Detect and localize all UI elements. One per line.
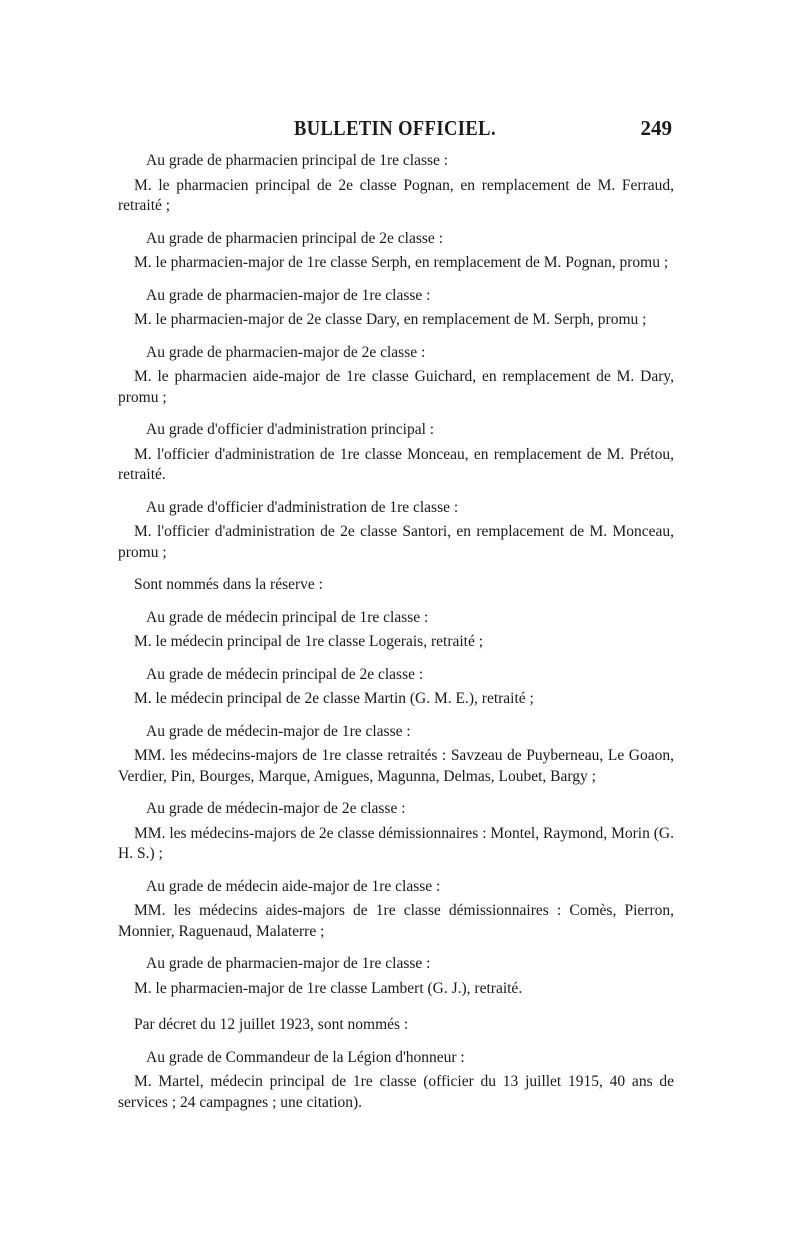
grade-heading: Au grade de pharmacien-major de 2e classe :: [146, 343, 426, 361]
decree-line: Par décret du 12 juillet 1923, sont nommés :: [134, 1016, 409, 1033]
page-header: [118, 116, 672, 146]
grade-heading: Au grade de médecin-major de 2e classe :: [146, 800, 406, 817]
appointment-entry: MM. les médecins-majors de 2e classe démissionnaires : Montel, Raymond, Morin (G. H. S.) ;: [118, 824, 674, 862]
appointment-entry: M. le médecin principal de 2e classe Martin (G. M. E.), retraité ;: [134, 690, 534, 707]
appointment-entry: M. l'officier d'administration de 2e classe Santori, en remplacement de M. Monceau, promu ;: [118, 523, 674, 561]
grade-heading: Au grade de pharmacien principal de 1re classe :: [146, 152, 449, 169]
appointment-entry: M. le pharmacien-major de 2e classe Dary, en remplacement de M. Serph, promu ;: [134, 311, 647, 328]
appointment-entry: M. le médecin principal de 1re classe Logerais, retraité ;: [134, 633, 484, 650]
appointment-entry: M. le pharmacien principal de 2e classe Pognan, en remplacement de M. Ferraud, retraité ;: [118, 176, 674, 214]
grade-heading: Au grade d'officier d'administration de 1re classe :: [146, 498, 459, 516]
grade-heading: Au grade de pharmacien-major de 1re classe :: [146, 286, 431, 304]
appointment-entry: M. l'officier d'administration de 1re classe Monceau, en remplacement de M. Prétou, retraité.: [118, 445, 674, 483]
grade-heading: Au grade de médecin aide-major de 1re classe :: [146, 877, 441, 895]
page-number: 249: [640, 116, 672, 140]
document-body: [118, 151, 674, 1113]
appointment-entry: M. le pharmacien-major de 1re classe Lambert (G. J.), retraité.: [134, 979, 523, 997]
appointment-entry: M. le pharmacien aide-major de 1re classe Guichard, en remplacement de M. Dary, promu ;: [118, 368, 674, 406]
grade-heading: Au grade de médecin principal de 2e classe :: [146, 665, 424, 683]
grade-heading: Au grade d'officier d'administration principal :: [146, 421, 435, 438]
appointment-entry: MM. les médecins-majors de 1re classe retraités : Savzeau de Puyberneau, Le Goaon, Verdier, Pin, Bourges, Marque, Amigues, Magunna, Delmas, Loubet, Bargy ;: [118, 747, 674, 785]
section-heading: Sont nommés dans la réserve :: [134, 576, 323, 593]
grade-heading: Au grade de pharmacien-major de 1re classe :: [146, 955, 431, 972]
grade-heading: Au grade de pharmacien principal de 2e classe :: [146, 229, 443, 247]
appointment-entry: MM. les médecins aides-majors de 1re classe démissionnaires : Comès, Pierron, Monnier, Raguenaud, Malaterre ;: [118, 902, 674, 940]
grade-heading: Au grade de médecin principal de 1re classe :: [146, 608, 429, 626]
grade-heading: Au grade de médecin-major de 1re classe :: [146, 722, 411, 740]
appointment-entry: M. Martel, médecin principal de 1re classe (officier du 13 juillet 1915, 40 ans de services ; 24 campagnes ; une citation).: [118, 1073, 674, 1111]
grade-heading: Au grade de Commandeur de la Légion d'honneur :: [146, 1048, 465, 1066]
appointment-entry: M. le pharmacien-major de 1re classe Serph, en remplacement de M. Pognan, promu ;: [134, 254, 669, 271]
running-title: BULLETIN OFFICIEL.: [293, 116, 497, 140]
